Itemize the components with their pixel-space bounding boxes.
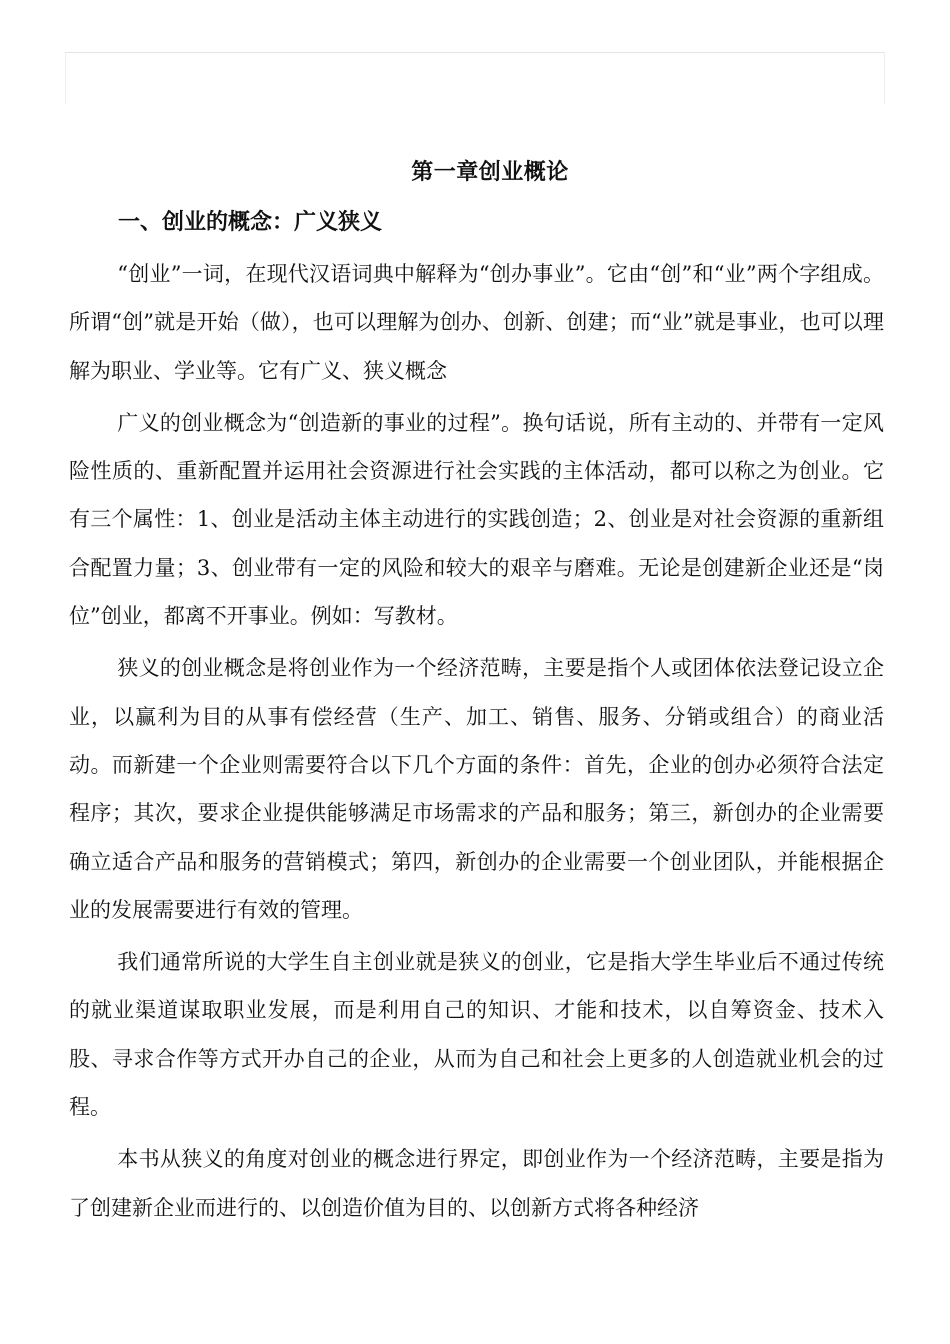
chapter-title: 第一章创业概论 <box>411 159 569 185</box>
paragraph-narrow-concept: 狭义的创业概念是将创业作为一个经济范畴，主要是指个人或团体依法登记设立企业，以赢利为目的从事有偿经营（生产、加工、销售、服务、分销或组合）的商业活动。而新建一个企业则需要符合以下几个方面的条件：首先，企业的创办必须符合法定程序；其次，要求企业提供能够满足市场需求的产品和服务；第三，新创办的企业需要确立适合产品和服务的营销模式；第四，新创办的企业需要一个创业团队，并能根据企业的发展需要进行有效的管理。 <box>69 656 884 922</box>
paragraph-broad-concept: 广义的创业概念为“创造新的事业的过程”。换句话说，所有主动的、并带有一定风险性质的、重新配置并运用社会资源进行社会实践的主体活动，都可以称之为创业。它有三个属性：1、创业是活动主体主动进行的实践创造；2、创业是对社会资源的重新组合配置力量；3、创业带有一定的风险和较大的艰辛与磨难。无论是创建新企业还是“岗位”创业，都离不开事业。例如：写教材。 <box>69 410 884 629</box>
page-header-box <box>65 52 885 104</box>
section-title: 一、创业的概念：广义狭义 <box>118 209 383 235</box>
paragraph-book-definition: 本书从狭义的角度对创业的概念进行界定，即创业作为一个经济范畴，主要是指为了创建新企业而进行的、以创造价值为目的、以创新方式将各种经济 <box>69 1147 884 1220</box>
paragraph-student-entrepreneurship: 我们通常所说的大学生自主创业就是狭义的创业，它是指大学生毕业后不通过传统的就业渠道谋取职业发展，而是利用自己的知识、才能和技术，以自筹资金、技术入股、寻求合作等方式开办自己的企业，从而为自己和社会上更多的人创造就业机会的过程。 <box>69 950 884 1120</box>
paragraph-definition-intro: “创业”一词，在现代汉语词典中解释为“创办事业”。它由“创”和“业”两个字组成。所谓“创”就是开始（做），也可以理解为创办、创新、创建；而“业”就是事业，也可以理解为职业、学业等。它有广义、狭义概念 <box>69 262 884 383</box>
document-body <box>69 250 884 1232</box>
